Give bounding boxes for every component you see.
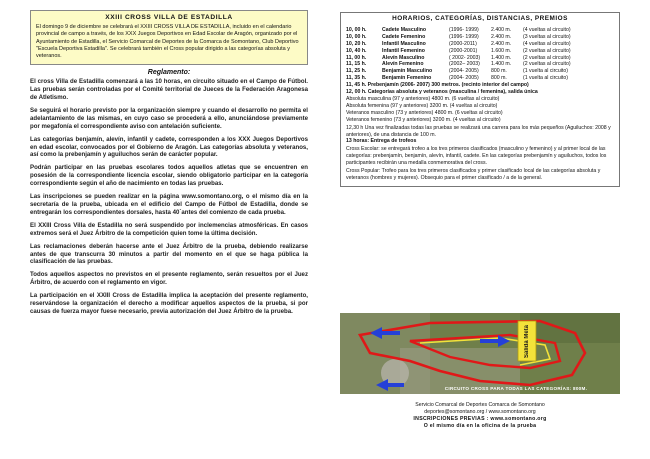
- aguiluchos-note: 12,30 h Una vez finalizadas todas las pruebas se realizará una carrera para los más pequeños (Aguiluchos: 2008 y anteriores), de una distancia de 100 m.: [346, 124, 611, 138]
- row-laps: (1 vuelta al circuito): [523, 68, 568, 75]
- row-laps: (3 vueltas al circuito): [523, 33, 571, 40]
- row-laps: (2 vueltas al circuito): [523, 61, 571, 68]
- row-category: Alevín Masculino: [382, 54, 425, 61]
- footer-inscripciones[interactable]: INSCRIPCIONES PREVIAS : www.somontano.org: [413, 416, 547, 422]
- row-distance: 2.400 m.: [491, 26, 512, 33]
- schedule-row: [346, 75, 614, 82]
- schedule-row: [346, 61, 614, 68]
- row-distance: 2.400 m.: [491, 33, 512, 40]
- reglamento-paragraph: El XXIII Cross Villa de Estadilla no será suspendido por inclemencias atmosféricas. En casos extremos será el Juez Árbitro de la competición quien tome la última decisión.: [30, 221, 308, 237]
- map-caption: CIRCUITO CROSS PARA TODAS LAS CATEGORÍAS: 800M.: [444, 386, 588, 391]
- row-category: Cadete Femenino: [382, 33, 426, 40]
- row-laps: (4 vueltas al circuito): [523, 40, 571, 47]
- circuit-map-graphic: [340, 313, 620, 394]
- footer-org: Servicio Comarcal de Deportes Comarca de Somontano: [415, 402, 545, 408]
- row-time: 10, 40 h.: [346, 47, 367, 54]
- row-time: 11, 35 h.: [346, 75, 367, 82]
- row-category: Infantil Masculino: [382, 40, 426, 47]
- right-column: [340, 12, 620, 187]
- schedule-row: [346, 34, 614, 41]
- intro-title: XXIII CROSS VILLA DE ESTADILLA: [105, 14, 233, 21]
- row-time: 10, 00 h.: [346, 26, 367, 33]
- intro-box: [30, 10, 308, 65]
- trofeos-line: 13 horas: Entrega de trofeos: [346, 138, 417, 145]
- cross-escolar-note: Cross Escolar: se entregará trofeo a los tres primeros clasificados (masculino y femenino) y al primer local de las categorías: prebenjamín, benjamín, alevín, infantil, cadete. En las categorías prebenjamín y aguiluchos, todos los participantes recibirán una medalla conmemorativa del cross.: [346, 146, 607, 167]
- schedule-box: [340, 12, 620, 187]
- reglamento-title: Reglamento:: [147, 69, 191, 77]
- footer-contact[interactable]: deportes@somontano.org / www.somontano.org: [424, 409, 536, 415]
- left-column: [30, 10, 308, 321]
- circuit-aerial-map: [340, 313, 620, 394]
- absoluta-row: Absoluta masculina (97 y anteriores) 4800 m. (6 vueltas al circuito): [346, 95, 500, 102]
- row-time: 11, 00 h.: [346, 54, 367, 61]
- reglamento-paragraph: Podrán participar en las pruebas escolares todos aquellos atletas que se encuentren en posesión de la correspondiente licencia escolar, siendo obligatorio participar en la categoría correspondiente según el año de nacimiento en todas las pruebas.: [30, 164, 308, 188]
- footer-same-day: O el mismo día en la oficina de la prueba: [423, 423, 537, 429]
- schedule-title: HORARIOS, CATEGORÍAS, DISTANCIAS, PREMIOS: [392, 15, 568, 22]
- row-distance: 1.400 m.: [491, 54, 512, 61]
- row-distance: 2.400 m.: [491, 40, 512, 47]
- row-laps: (2 vueltas al circuito): [523, 54, 571, 61]
- row-time: 11, 15 h.: [346, 61, 367, 68]
- row-years: (1996- 1999): [449, 33, 479, 40]
- reglamento-paragraph: El cross Villa de Estadilla comenzará a las 10 horas, en circuito situado en el Campo de Fútbol. Las pruebas serán controladas por el Comité territorial de Jueces de la Federación Aragonesa de Atletismo.: [30, 78, 308, 102]
- row-years: (2000-2001): [449, 47, 478, 54]
- row-laps: (4 vueltas al circuito): [523, 26, 571, 33]
- veteranos-row: Veteranos femenino (73 y anteriores) 3200 m. (4 vueltas al circuito): [346, 116, 501, 123]
- row-distance: 1.400 m.: [491, 61, 512, 68]
- schedule-row: [346, 55, 614, 62]
- reglamento-paragraph: Las categorías benjamín, alevín, infantil y cadete, corresponden a los XXX Juegos Deportivos en edad escolar, convocados por el Gobierno de Aragón. Las categorías absoluta y veteranos, así como la prebenjamín y aguiluchos serán de carácter popular.: [30, 135, 308, 159]
- start-finish-label: Salida Meta: [524, 324, 530, 358]
- row-category: Benjamín Masculino: [382, 68, 433, 75]
- reglamento-paragraph: Todos aquellos aspectos no previstos en el presente reglamento, serán resueltos por el Juez Árbitro, de acuerdo con el reglamento en vigor.: [30, 271, 308, 287]
- prebenjamin-line: 11, 45 h. Prebenjamín (2006- 2007) 300 metros. (recinto interior del campo): [346, 82, 529, 89]
- row-laps: (1 vuelta al circuito): [523, 75, 568, 82]
- row-category: Benjamín Femenino: [382, 75, 432, 82]
- row-distance: 800 m.: [491, 75, 507, 82]
- reglamento-paragraph: La participación en el XXIII Cross de Estadilla implica la aceptación del presente reglamento, reservándose la organización el derecho a modificar aquellos aspectos de la prueba, si por causas de fuerza mayor fuese necesario, previa autorización del Juez Árbitro de la prueba.: [30, 292, 308, 315]
- row-category: Cadete Masculino: [382, 26, 427, 33]
- intro-text: El domingo 9 de diciembre se celebrará el XXIII CROSS VILLA DE ESTADILLA, incluido en el calendario provincial de campo a través, de los XXX Juegos Deportivos en Edad Escolar de Aragón, organizado por el Ayuntamiento de Estadilla, el Servicio Comarcal de Deportes de la Comarca de Somontano, Club Deportivo "Escuela Deportiva Estadilla". Se celebrará también el Cross popular dirigido a las categorías absoluta y veteranos.: [36, 24, 299, 60]
- schedule-row: [346, 68, 614, 75]
- contact-footer: [340, 402, 620, 430]
- row-years: (2004- 2005): [449, 68, 479, 75]
- row-category: Infantil Femenino: [382, 47, 425, 54]
- absoluta-row: Absoluta femenina (97 y anteriores) 3200 m. (4 vueltas al circuito): [346, 102, 498, 109]
- row-years: (2004- 2005): [449, 75, 479, 82]
- absoluta-title-line: 12, 00 h. Categorías absoluta y veteranos (masculina / femenina), salida única: [346, 89, 538, 96]
- cross-popular-note: Cross Popular: Trofeo para los tres primeros clasificados y primer clasificado local de las categorías absoluta y veteranos (hombres y mujeres). Obsequio para el primer clasificado / a de la general.: [346, 168, 601, 181]
- row-laps: (2 vueltas al circuito): [523, 47, 571, 54]
- row-distance: 1.600 m.: [491, 47, 512, 54]
- row-time: 10, 20 h.: [346, 40, 367, 47]
- reglamento-paragraph: Las reclamaciones deberán hacerse ante el Juez Árbitro de la prueba, debiendo realizarse antes de que transcurra 30 minutos a partir del momento en el que se haga pública la clasificación de las pruebas.: [30, 242, 308, 266]
- schedule-row: [346, 27, 614, 34]
- row-years: (2000-2011): [449, 40, 477, 47]
- reglamento-paragraph: Las inscripciones se pueden realizar en la página www.somontano.org, o el mismo día en la secretaría de la prueba, ubicada en el edificio del Campo de Fútbol de Estadilla, donde se entregarán los correspondientes dorsales, hasta 40´antes del comienzo de cada prueba.: [30, 193, 308, 216]
- row-time: 11, 25 h.: [346, 68, 367, 75]
- row-years: (1996- 1999): [449, 26, 479, 33]
- row-years: (2002– 2003): [449, 61, 480, 68]
- veteranos-row: Veteranos masculino (73 y anteriores) 4800 m. (6 vueltas al circuito): [346, 109, 503, 116]
- row-category: Alevín Femenino: [382, 61, 424, 68]
- schedule-row: [346, 41, 614, 48]
- reglamento-paragraph: Se seguirá el horario previsto por la organización siempre y cuando el desarrollo no permita el adelantamiento de las mismas, en cuyo caso se procederá a ello, anunciándose previamente por megafonía el correspondiente aviso con antelación suficiente.: [30, 106, 308, 130]
- schedule-row: [346, 48, 614, 55]
- row-years: ( 2002- 2003): [449, 54, 481, 61]
- row-distance: 800 m.: [491, 68, 507, 75]
- row-time: 10, 00 h.: [346, 33, 367, 40]
